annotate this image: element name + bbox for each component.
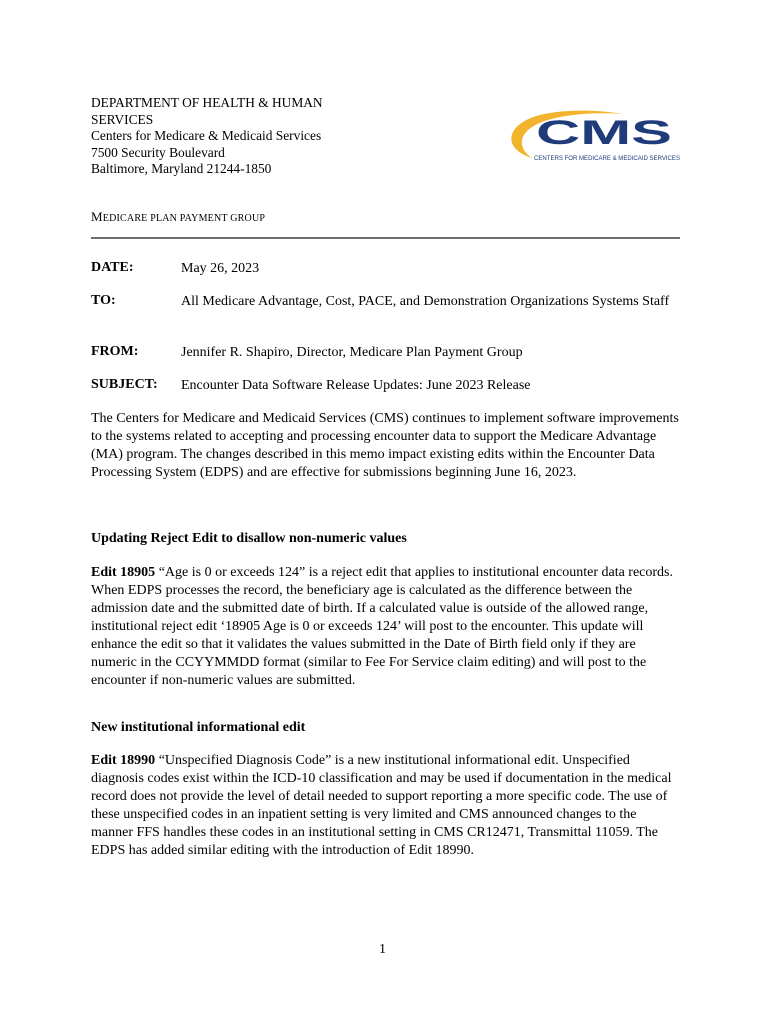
address-line: SERVICES: [91, 111, 154, 127]
edit-18990-paragraph: [91, 752, 681, 860]
logo-subtext: CENTERS FOR MEDICARE & MEDICAID SERVICES: [534, 156, 680, 162]
from-value: Jennifer R. Shapiro, Director, Medicare Plan Payment Group: [181, 345, 523, 360]
letterhead-address: [91, 95, 391, 178]
date-label: DATE:: [91, 260, 134, 275]
logo-text: CMS: [536, 114, 672, 152]
address-line: 7500 Security Boulevard: [91, 144, 225, 160]
group-title-initial: M: [91, 209, 103, 224]
subject-label: SUBJECT:: [91, 377, 158, 392]
section-heading-informational-edit: New institutional informational edit: [91, 720, 306, 735]
date-value: May 26, 2023: [181, 261, 260, 276]
intro-paragraph: The Centers for Medicare and Medicaid Services (CMS) continues to implement software improvements to the systems related to accepting and processing encounter data to support the Medicare Advantage (MA) program. The changes described in this memo impact existing edits within the Encounter Data Processing System (EDPS) and are effective for submissions beginning June 16, 2023.: [91, 411, 679, 480]
edit-description: “Age is 0 or exceeds 124” is a reject edit that applies to institutional encounter data records. When EDPS processes the record, the beneficiary age is calculated as the difference between the admission date and the submitted date of birth. If a calculated value is outside of the allowed range, institutional reject edit ‘18905 Age is 0 or exceeds 124’ will post to the encounter. This update will enhance the edit so that it validates the values submitted in the Date of Birth field only if they are numeric in the CCYYMMDD format (similar to Fee For Service claim editing) and will post to the encounter if non-numeric values are submitted.: [91, 565, 674, 688]
address-line: Baltimore, Maryland 21244-1850: [91, 161, 272, 176]
page-number: 1: [379, 942, 386, 957]
to-value: All Medicare Advantage, Cost, PACE, and Demonstration Organizations Systems Staff: [181, 294, 670, 309]
group-title-rest: EDICARE PLAN PAYMENT GROUP: [102, 213, 266, 224]
group-title: [91, 209, 265, 225]
subject-value: Encounter Data Software Release Updates: June 2023 Release: [181, 378, 531, 393]
address-line: DEPARTMENT OF HEALTH & HUMAN: [91, 95, 323, 110]
address-line: Centers for Medicare & Medicaid Services: [91, 128, 322, 143]
cms-logo: [498, 108, 684, 164]
header-divider: [91, 237, 680, 239]
from-label: FROM:: [91, 344, 139, 359]
section-heading-reject-edit: Updating Reject Edit to disallow non-numeric values: [91, 531, 407, 546]
edit-label: Edit 18905: [91, 565, 156, 580]
edit-18905-paragraph: [91, 564, 681, 690]
edit-label: Edit 18990: [91, 753, 156, 768]
edit-description: “Unspecified Diagnosis Code” is a new institutional informational edit. Unspecified diagnosis codes exist within the ICD-10 classification and may be used if documentation in the medical record does not provide the level of detail needed to support reporting a more specific code. The use of these unspecified codes in an inpatient setting is very limited and CMS announced changes to the manner FFS handles these codes in an institutional setting in CMS CR12471, Transmittal 11059. The EDPS has added similar editing with the introduction of Edit 18990.: [91, 753, 672, 858]
to-label: TO:: [91, 293, 116, 308]
